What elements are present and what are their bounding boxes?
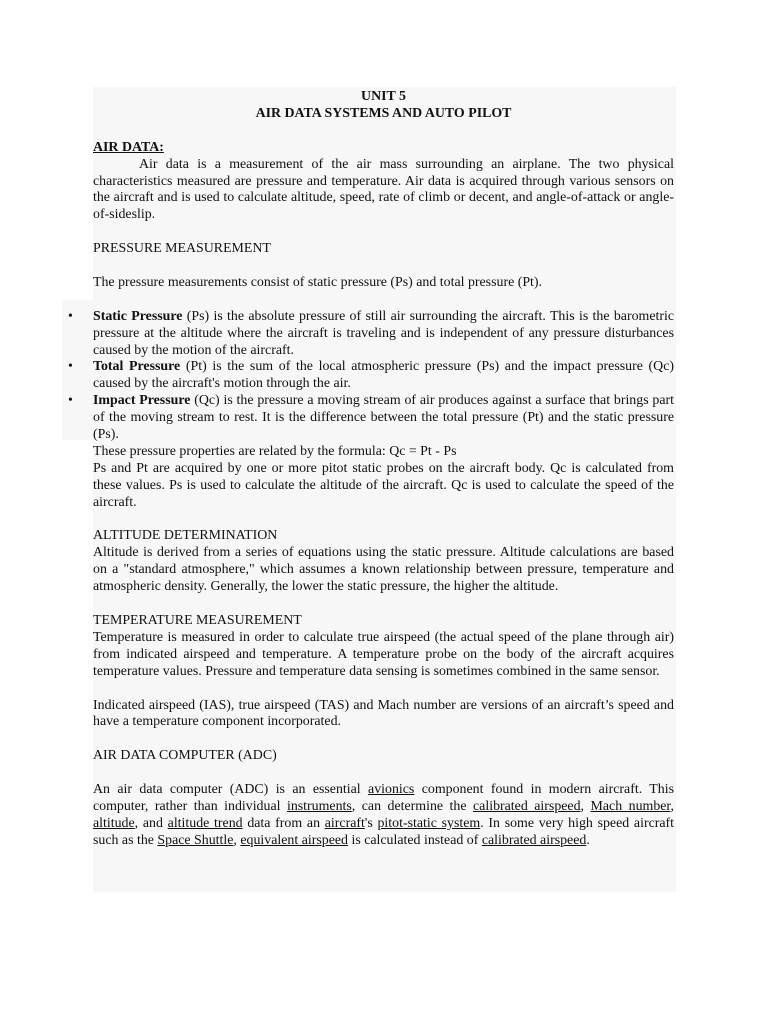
bullet-text: (Ps) is the absolute pressure of still air surrounding the aircraft. This is the barometric pressure at the altitude where the aircraft is traveling and is independent of any pressure disturbances caused by the motion of the aircraft.	[93, 308, 674, 358]
list-item	[93, 393, 674, 444]
list-item	[93, 359, 674, 393]
bullet-term: Impact Pressure	[93, 393, 191, 409]
temperature-paragraph: Temperature is measured in order to calculate true airspeed (the actual speed of the plane through air) from indicated airspeed and temperature. A temperature probe on the body of the aircraft acquires temperature values. Pressure and temperature data sensing is sometimes combined in the same sensor.	[93, 629, 674, 679]
pressure-heading: PRESSURE MEASUREMENT	[93, 241, 271, 257]
pressure-intro: The pressure measurements consist of static pressure (Ps) and total pressure (Pt).	[93, 274, 543, 290]
instruments-link[interactable]: instruments	[286, 798, 352, 814]
avionics-link[interactable]: avionics	[368, 782, 415, 798]
pressure-formula: These pressure properties are related by the formula: Qc = Pt - Ps	[93, 443, 457, 459]
air-data-paragraph: Air data is a measurement of the air mass surrounding an airplane. The two physical characteristics measured are pressure and temperature. Air data is acquired through various sensors on the aircraft and is used to calculate altitude, speed, rate of climb or decent, and angle-of-attack or angle-of-sideslip.	[93, 156, 674, 223]
pressure-bullet-list	[93, 309, 674, 444]
unit-title: UNIT 5	[361, 89, 406, 104]
pressure-followup: Ps and Pt are acquired by one or more pitot static probes on the aircraft body. Qc is calculated from these values. Ps is used to calculate the altitude of the aircraft. Qc is used to calculate the speed of the aircraft.	[93, 460, 674, 510]
altitude-heading: ALTITUDE DETERMINATION	[93, 528, 278, 544]
document-body	[93, 89, 674, 850]
air-data-heading: AIR DATA:	[93, 139, 164, 155]
mach-number-link[interactable]: Mach number	[590, 798, 671, 814]
document-title: AIR DATA SYSTEMS AND AUTO PILOT	[255, 105, 512, 121]
altitude-trend-link[interactable]: altitude trend	[167, 815, 243, 831]
airspeed-paragraph: Indicated airspeed (IAS), true airspeed (TAS) and Mach number are versions of an aircraft’s speed and have a temperature component incorporated.	[93, 697, 674, 730]
adc-heading: AIR DATA COMPUTER (ADC)	[93, 748, 277, 764]
adc-paragraph: An air data computer (ADC) is an essential avionics component found in modern aircraft. This computer, rather than individual instruments, can determine the calibrated airspeed, Mach number, altitude, and altitude trend data from an aircraft's pitot-static system. In some very high speed aircraft such as the Space Shuttle, equivalent airspeed is calculated instead of calibrated airspeed.	[93, 782, 675, 848]
aircraft-link[interactable]: aircraft	[324, 815, 365, 831]
altitude-link[interactable]: altitude	[93, 815, 135, 831]
calibrated-airspeed-link-2[interactable]: calibrated airspeed	[481, 832, 587, 848]
space-shuttle-link[interactable]: Space Shuttle	[157, 832, 234, 848]
calibrated-airspeed-link[interactable]: calibrated airspeed	[473, 798, 581, 814]
bullet-text: (Qc) is the pressure a moving stream of air produces against a surface that brings part of the moving stream to rest. It is the difference between the total pressure (Pt) and the static pressure (Ps).	[93, 393, 674, 443]
pitot-static-system-link[interactable]: pitot-static system	[377, 815, 481, 831]
bullet-term: Total Pressure	[93, 359, 181, 375]
equivalent-airspeed-link[interactable]: equivalent airspeed	[240, 832, 348, 848]
temperature-heading: TEMPERATURE MEASUREMENT	[93, 613, 302, 628]
bullet-highlight-background	[62, 300, 94, 440]
altitude-paragraph: Altitude is derived from a series of equations using the static pressure. Altitude calculations are based on a "standard atmosphere," which assumes a known relationship between pressure, temperature and atmospheric density. Generally, the lower the static pressure, the higher the altitude.	[93, 545, 674, 595]
bullet-term: Static Pressure	[93, 308, 183, 324]
list-item	[93, 309, 674, 360]
bullet-text: (Pt) is the sum of the local atmospheric pressure (Ps) and the impact pressure (Qc) caused by the aircraft's motion through the air.	[93, 359, 674, 392]
